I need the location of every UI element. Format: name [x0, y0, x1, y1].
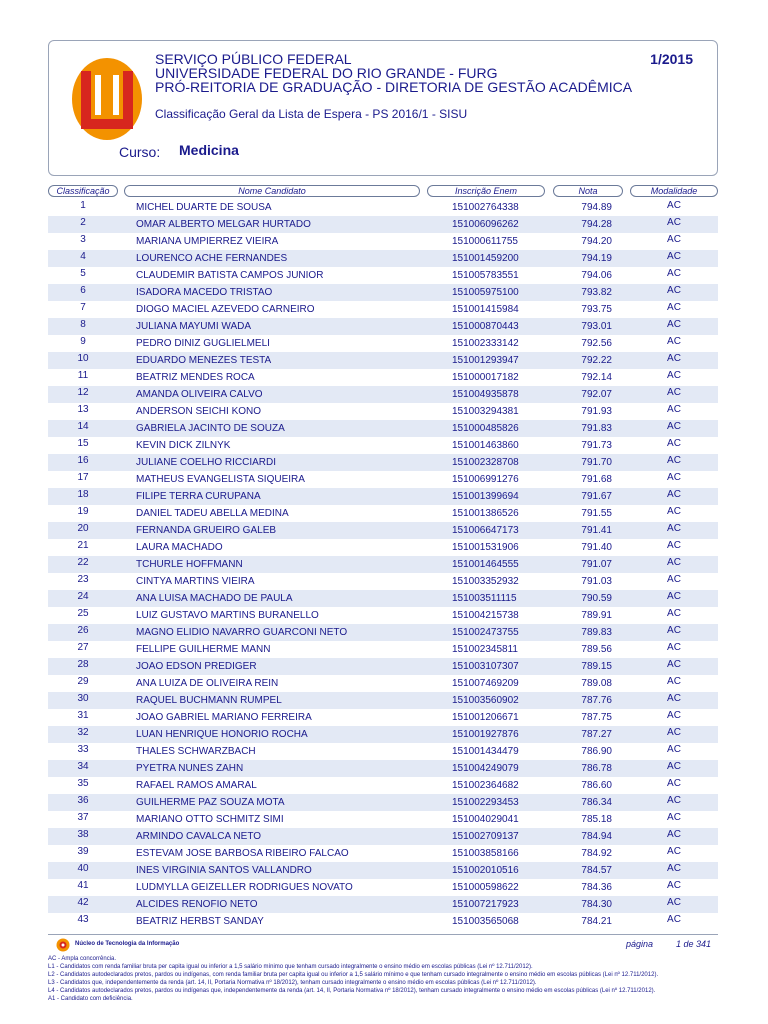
cell-classificacao: 40 — [77, 863, 89, 874]
cell-nota: 789.56 — [581, 644, 612, 655]
cell-nota: 791.55 — [581, 508, 612, 519]
table-row — [48, 896, 718, 913]
table-row — [48, 641, 718, 658]
cell-inscricao: 151003107307 — [452, 661, 519, 672]
table-row — [48, 301, 718, 318]
candidate-table — [48, 199, 718, 930]
cell-modalidade: AC — [667, 200, 681, 211]
table-row — [48, 828, 718, 845]
cell-classificacao: 6 — [80, 285, 86, 296]
cell-nota: 791.41 — [581, 525, 612, 536]
cell-inscricao: 151001386526 — [452, 508, 519, 519]
cell-modalidade: AC — [667, 421, 681, 432]
header-classificacao: Classificação — [48, 185, 118, 197]
cell-classificacao: 23 — [77, 574, 89, 585]
cell-classificacao: 8 — [80, 319, 86, 330]
cell-modalidade: AC — [667, 506, 681, 517]
cell-nome: GABRIELA JACINTO DE SOUZA — [136, 423, 285, 434]
cell-inscricao: 151005975100 — [452, 287, 519, 298]
cell-modalidade: AC — [667, 523, 681, 534]
table-row — [48, 471, 718, 488]
cell-nota: 789.08 — [581, 678, 612, 689]
table-row — [48, 607, 718, 624]
legend-line: L2 - Candidatos autodeclarados pretos, pardos ou indígenas, com renda familiar bruta per capita igual ou inferior a 1,5 salário mínimo e que tenham cursado integralmente o ensino médio em escolas públicas (Lei nº 12.711/2012). — [48, 972, 659, 978]
legend-line: A1 - Candidato com deficiência. — [48, 996, 133, 1002]
cell-classificacao: 35 — [77, 778, 89, 789]
cell-modalidade: AC — [667, 319, 681, 330]
cell-inscricao: 151001434479 — [452, 746, 519, 757]
cell-nome: TCHURLE HOFFMANN — [136, 559, 243, 570]
cell-nome: BEATRIZ HERBST SANDAY — [136, 916, 264, 927]
cell-modalidade: AC — [667, 642, 681, 653]
table-row — [48, 624, 718, 641]
cell-modalidade: AC — [667, 608, 681, 619]
cell-nota: 787.75 — [581, 712, 612, 723]
table-row — [48, 743, 718, 760]
cell-modalidade: AC — [667, 336, 681, 347]
cell-inscricao: 151000485826 — [452, 423, 519, 434]
cell-classificacao: 18 — [77, 489, 89, 500]
page-number: 1 de 341 — [676, 939, 712, 949]
cell-nome: BEATRIZ MENDES ROCA — [136, 372, 255, 383]
cell-nota: 786.78 — [581, 763, 612, 774]
cell-inscricao: 151005783551 — [452, 270, 519, 281]
cell-classificacao: 15 — [77, 438, 89, 449]
cell-nota: 794.20 — [581, 236, 612, 247]
cell-classificacao: 32 — [77, 727, 89, 738]
cell-modalidade: AC — [667, 217, 681, 228]
cell-nota: 786.90 — [581, 746, 612, 757]
cell-inscricao: 151003560902 — [452, 695, 519, 706]
cell-inscricao: 151001399694 — [452, 491, 519, 502]
cell-classificacao: 41 — [77, 880, 89, 891]
header-inscricao: Inscrição Enem — [427, 185, 545, 197]
cell-nota: 791.93 — [581, 406, 612, 417]
cell-modalidade: AC — [667, 676, 681, 687]
cell-nota: 790.59 — [581, 593, 612, 604]
table-row — [48, 692, 718, 709]
cell-inscricao: 151006096262 — [452, 219, 519, 230]
cell-modalidade: AC — [667, 914, 681, 925]
cell-modalidade: AC — [667, 812, 681, 823]
cell-nome: ESTEVAM JOSE BARBOSA RIBEIRO FALCAO — [136, 848, 349, 859]
cell-nota: 787.27 — [581, 729, 612, 740]
cell-modalidade: AC — [667, 302, 681, 313]
cell-inscricao: 151002333142 — [452, 338, 519, 349]
cell-inscricao: 151002709137 — [452, 831, 519, 842]
curso-value: Medicina — [179, 142, 239, 158]
cell-inscricao: 151004935878 — [452, 389, 519, 400]
cell-classificacao: 28 — [77, 659, 89, 670]
table-row — [48, 760, 718, 777]
cell-classificacao: 9 — [80, 336, 86, 347]
table-row — [48, 352, 718, 369]
cell-inscricao: 151007217923 — [452, 899, 519, 910]
table-row — [48, 488, 718, 505]
table-row — [48, 556, 718, 573]
cell-classificacao: 5 — [80, 268, 86, 279]
table-row — [48, 437, 718, 454]
cell-nome: ANA LUISA MACHADO DE PAULA — [136, 593, 293, 604]
cell-modalidade: AC — [667, 353, 681, 364]
cell-nome: FELLIPE GUILHERME MANN — [136, 644, 271, 655]
cell-nome: OMAR ALBERTO MELGAR HURTADO — [136, 219, 311, 230]
document-header — [48, 40, 718, 176]
cell-nota: 791.07 — [581, 559, 612, 570]
table-row — [48, 794, 718, 811]
legend-line: L3 - Candidatos que, independentemente da renda (art. 14, II, Portaria Normativa nº 18/2012), tenham cursado integralmente o ensino médio em escolas públicas (Lei nº 12.711/2012). — [48, 980, 537, 986]
cell-nota: 792.14 — [581, 372, 612, 383]
cell-nome: RAFAEL RAMOS AMARAL — [136, 780, 257, 791]
table-row — [48, 777, 718, 794]
cell-nota: 784.94 — [581, 831, 612, 842]
table-row — [48, 913, 718, 930]
table-row — [48, 386, 718, 403]
cell-modalidade: AC — [667, 489, 681, 500]
cell-classificacao: 2 — [80, 217, 86, 228]
cell-nome: ANA LUIZA DE OLIVEIRA REIN — [136, 678, 279, 689]
cell-modalidade: AC — [667, 693, 681, 704]
table-row — [48, 811, 718, 828]
cell-classificacao: 25 — [77, 608, 89, 619]
table-row — [48, 233, 718, 250]
cell-nota: 791.73 — [581, 440, 612, 451]
cell-modalidade: AC — [667, 557, 681, 568]
document-number: 1/2015 — [650, 51, 693, 67]
cell-nota: 793.75 — [581, 304, 612, 315]
cell-classificacao: 43 — [77, 914, 89, 925]
cell-classificacao: 13 — [77, 404, 89, 415]
cell-classificacao: 1 — [80, 200, 86, 211]
cell-inscricao: 151003352932 — [452, 576, 519, 587]
table-row — [48, 216, 718, 233]
cell-nome: JOAO EDSON PREDIGER — [136, 661, 257, 672]
cell-classificacao: 42 — [77, 897, 89, 908]
cell-classificacao: 37 — [77, 812, 89, 823]
cell-classificacao: 33 — [77, 744, 89, 755]
table-row — [48, 284, 718, 301]
cell-nome: JULIANA MAYUMI WADA — [136, 321, 252, 332]
cell-modalidade: AC — [667, 795, 681, 806]
furg-logo — [71, 57, 143, 141]
table-row — [48, 420, 718, 437]
footer-divider — [48, 934, 718, 935]
cell-nome: MICHEL DUARTE DE SOUSA — [136, 202, 272, 213]
cell-modalidade: AC — [667, 778, 681, 789]
table-row — [48, 199, 718, 216]
cell-classificacao: 12 — [77, 387, 89, 398]
cell-inscricao: 151003511115 — [452, 593, 517, 604]
table-row — [48, 726, 718, 743]
cell-classificacao: 30 — [77, 693, 89, 704]
cell-modalidade: AC — [667, 540, 681, 551]
cell-nome: MAGNO ELIDIO NAVARRO GUARCONI NETO — [136, 627, 348, 638]
cell-nome: LUAN HENRIQUE HONORIO ROCHA — [136, 729, 308, 740]
cell-nome: DIOGO MACIEL AZEVEDO CARNEIRO — [136, 304, 315, 315]
cell-nome: FILIPE TERRA CURUPANA — [136, 491, 261, 502]
cell-nome: CINTYA MARTINS VIEIRA — [136, 576, 255, 587]
cell-inscricao: 151001464555 — [452, 559, 519, 570]
cell-nome: LUDMYLLA GEIZELLER RODRIGUES NOVATO — [136, 882, 353, 893]
cell-nome: ANDERSON SEICHI KONO — [136, 406, 262, 417]
cell-nome: DANIEL TADEU ABELLA MEDINA — [136, 508, 289, 519]
cell-nome: LUIZ GUSTAVO MARTINS BURANELLO — [136, 610, 319, 621]
cell-classificacao: 11 — [77, 370, 89, 381]
cell-modalidade: AC — [667, 404, 681, 415]
cell-nota: 784.36 — [581, 882, 612, 893]
cell-inscricao: 151002764338 — [452, 202, 519, 213]
cell-nota: 786.34 — [581, 797, 612, 808]
table-row — [48, 879, 718, 896]
cell-modalidade: AC — [667, 897, 681, 908]
cell-nome: AMANDA OLIVEIRA CALVO — [136, 389, 263, 400]
cell-inscricao: 151000611755 — [452, 236, 518, 247]
cell-classificacao: 36 — [77, 795, 89, 806]
legend-line: AC - Ampla concorrência. — [48, 956, 117, 962]
cell-nota: 791.83 — [581, 423, 612, 434]
cell-nota: 786.60 — [581, 780, 612, 791]
header-line-1: SERVIÇO PÚBLICO FEDERAL — [155, 51, 352, 67]
cell-nota: 789.15 — [581, 661, 612, 672]
cell-nome: JULIANE COELHO RICCIARDI — [136, 457, 277, 468]
cell-nome: MARIANA UMPIERREZ VIEIRA — [136, 236, 279, 247]
cell-modalidade: AC — [667, 370, 681, 381]
cell-classificacao: 38 — [77, 829, 89, 840]
cell-nota: 784.21 — [581, 916, 612, 927]
cell-modalidade: AC — [667, 387, 681, 398]
table-row — [48, 318, 718, 335]
cell-nota: 792.22 — [581, 355, 612, 366]
table-row — [48, 539, 718, 556]
cell-inscricao: 151001206671 — [452, 712, 519, 723]
cell-nome: PYETRA NUNES ZAHN — [136, 763, 244, 774]
header-modalidade: Modalidade — [630, 185, 718, 197]
cell-nome: ARMINDO CAVALCA NETO — [136, 831, 262, 842]
cell-nome: LAURA MACHADO — [136, 542, 223, 553]
cell-nome: EDUARDO MENEZES TESTA — [136, 355, 272, 366]
cell-nome: INES VIRGINIA SANTOS VALLANDRO — [136, 865, 312, 876]
cell-inscricao: 151002328708 — [452, 457, 519, 468]
cell-modalidade: AC — [667, 438, 681, 449]
cell-inscricao: 151004249079 — [452, 763, 519, 774]
cell-nota: 791.40 — [581, 542, 612, 553]
cell-inscricao: 151002293453 — [452, 797, 519, 808]
cell-classificacao: 16 — [77, 455, 89, 466]
cell-modalidade: AC — [667, 880, 681, 891]
modalidade-legend — [48, 955, 748, 1003]
curso-label: Curso: — [119, 144, 161, 160]
header-nome: Nome Candidato — [124, 185, 420, 197]
legend-line: L4 - Candidatos autodeclarados pretos, pardos ou indígenas que, independentemente da renda (art. 14, II, Portaria Normativa nº 18/2012), tenham cursado integralmente o ensino médio em escolas públicas (Lei nº 12.711/2012). — [48, 988, 656, 994]
cell-inscricao: 151002345811 — [452, 644, 518, 655]
cell-nota: 789.91 — [581, 610, 612, 621]
cell-inscricao: 151002364682 — [452, 780, 519, 791]
cell-nome: GUILHERME PAZ SOUZA MOTA — [136, 797, 285, 808]
cell-nota: 791.68 — [581, 474, 612, 485]
cell-modalidade: AC — [667, 591, 681, 602]
cell-inscricao: 151000870443 — [452, 321, 519, 332]
table-row — [48, 573, 718, 590]
cell-nota: 794.19 — [581, 253, 612, 264]
header-line-3: PRÓ-REITORIA DE GRADUAÇÃO - DIRETORIA DE GESTÃO ACADÊMICA — [155, 79, 633, 95]
cell-inscricao: 151001293947 — [452, 355, 519, 366]
cell-classificacao: 39 — [77, 846, 89, 857]
cell-nota: 787.76 — [581, 695, 612, 706]
cell-nota: 793.01 — [581, 321, 612, 332]
cell-inscricao: 151002473755 — [452, 627, 519, 638]
table-row — [48, 675, 718, 692]
cell-nota: 792.56 — [581, 338, 612, 349]
cell-nota: 785.18 — [581, 814, 612, 825]
cell-classificacao: 22 — [77, 557, 89, 568]
cell-inscricao: 151000017182 — [452, 372, 519, 383]
cell-modalidade: AC — [667, 285, 681, 296]
cell-modalidade: AC — [667, 727, 681, 738]
cell-inscricao: 151002010516 — [452, 865, 519, 876]
cell-nome: LOURENCO ACHE FERNANDES — [136, 253, 288, 264]
cell-nota: 791.03 — [581, 576, 612, 587]
cell-inscricao: 151003565068 — [452, 916, 519, 927]
cell-modalidade: AC — [667, 234, 681, 245]
table-row — [48, 845, 718, 862]
cell-inscricao: 151001531906 — [452, 542, 519, 553]
cell-nome: JOAO GABRIEL MARIANO FERREIRA — [136, 712, 312, 723]
cell-nota: 784.92 — [581, 848, 612, 859]
cell-classificacao: 24 — [77, 591, 89, 602]
page-label: página — [626, 939, 654, 949]
cell-nota: 794.28 — [581, 219, 612, 230]
cell-nome: FERNANDA GRUEIRO GALEB — [136, 525, 277, 536]
cell-modalidade: AC — [667, 659, 681, 670]
cell-inscricao: 151003294381 — [452, 406, 519, 417]
cell-inscricao: 151004029041 — [452, 814, 519, 825]
cell-nota: 791.70 — [581, 457, 612, 468]
cell-inscricao: 151001463860 — [452, 440, 519, 451]
cell-modalidade: AC — [667, 710, 681, 721]
cell-inscricao: 151001415984 — [452, 304, 519, 315]
table-row — [48, 267, 718, 284]
cell-classificacao: 14 — [77, 421, 89, 432]
cell-inscricao: 151000598622 — [452, 882, 519, 893]
cell-modalidade: AC — [667, 472, 681, 483]
cell-nota: 794.89 — [581, 202, 612, 213]
cell-inscricao: 151006647173 — [452, 525, 519, 536]
cell-inscricao: 151007469209 — [452, 678, 519, 689]
cell-classificacao: 20 — [77, 523, 89, 534]
table-row — [48, 505, 718, 522]
cell-nome: ISADORA MACEDO TRISTAO — [136, 287, 273, 298]
cell-modalidade: AC — [667, 455, 681, 466]
nti-logo-icon — [56, 938, 70, 952]
cell-modalidade: AC — [667, 744, 681, 755]
cell-inscricao: 151006991276 — [452, 474, 519, 485]
cell-inscricao: 151003858166 — [452, 848, 519, 859]
cell-modalidade: AC — [667, 625, 681, 636]
cell-classificacao: 17 — [77, 472, 89, 483]
cell-inscricao: 151001459200 — [452, 253, 519, 264]
header-line-2: UNIVERSIDADE FEDERAL DO RIO GRANDE - FURG — [155, 65, 498, 81]
legend-line: L1 - Candidatos com renda familiar bruta per capita igual ou inferior a 1,5 salário mínimo que tenham cursado integralmente o ensino médio em escolas públicas (Lei nº 12.711/2012). — [48, 964, 533, 970]
cell-inscricao: 151004215738 — [452, 610, 519, 621]
cell-nota: 789.83 — [581, 627, 612, 638]
cell-nome: MARIANO OTTO SCHMITZ SIMI — [136, 814, 284, 825]
cell-nome: KEVIN DICK ZILNYK — [136, 440, 231, 451]
cell-classificacao: 4 — [80, 251, 86, 262]
cell-nome: RAQUEL BUCHMANN RUMPEL — [136, 695, 282, 706]
cell-nome: CLAUDEMIR BATISTA CAMPOS JUNIOR — [136, 270, 324, 281]
table-row — [48, 862, 718, 879]
cell-modalidade: AC — [667, 761, 681, 772]
list-title: Classificação Geral da Lista de Espera - PS 2016/1 - SISU — [155, 107, 468, 121]
table-row — [48, 454, 718, 471]
cell-nota: 792.07 — [581, 389, 612, 400]
table-row — [48, 709, 718, 726]
cell-inscricao: 151001927876 — [452, 729, 519, 740]
cell-classificacao: 21 — [77, 540, 89, 551]
table-row — [48, 335, 718, 352]
cell-nome: THALES SCHWARZBACH — [136, 746, 256, 757]
table-row — [48, 522, 718, 539]
table-row — [48, 403, 718, 420]
table-row — [48, 658, 718, 675]
cell-nome: ALCIDES RENOFIO NETO — [136, 899, 258, 910]
cell-classificacao: 19 — [77, 506, 89, 517]
cell-classificacao: 27 — [77, 642, 89, 653]
table-row — [48, 250, 718, 267]
cell-classificacao: 34 — [77, 761, 89, 772]
cell-modalidade: AC — [667, 574, 681, 585]
cell-nota: 794.06 — [581, 270, 612, 281]
cell-classificacao: 29 — [77, 676, 89, 687]
cell-nota: 784.30 — [581, 899, 612, 910]
header-nota: Nota — [553, 185, 623, 197]
cell-nota: 784.57 — [581, 865, 612, 876]
table-row — [48, 369, 718, 386]
cell-nota: 793.82 — [581, 287, 612, 298]
cell-classificacao: 10 — [77, 353, 89, 364]
table-row — [48, 590, 718, 607]
cell-classificacao: 7 — [80, 302, 86, 313]
cell-nota: 791.67 — [581, 491, 612, 502]
cell-modalidade: AC — [667, 846, 681, 857]
cell-modalidade: AC — [667, 863, 681, 874]
nti-label: Núcleo de Tecnologia da Informação — [75, 941, 180, 947]
cell-modalidade: AC — [667, 829, 681, 840]
cell-classificacao: 26 — [77, 625, 89, 636]
cell-modalidade: AC — [667, 251, 681, 262]
cell-modalidade: AC — [667, 268, 681, 279]
cell-nome: MATHEUS EVANGELISTA SIQUEIRA — [136, 474, 305, 485]
cell-nome: PEDRO DINIZ GUGLIELMELI — [136, 338, 270, 349]
table-header — [0, 185, 768, 197]
cell-classificacao: 3 — [80, 234, 86, 245]
cell-classificacao: 31 — [77, 710, 89, 721]
